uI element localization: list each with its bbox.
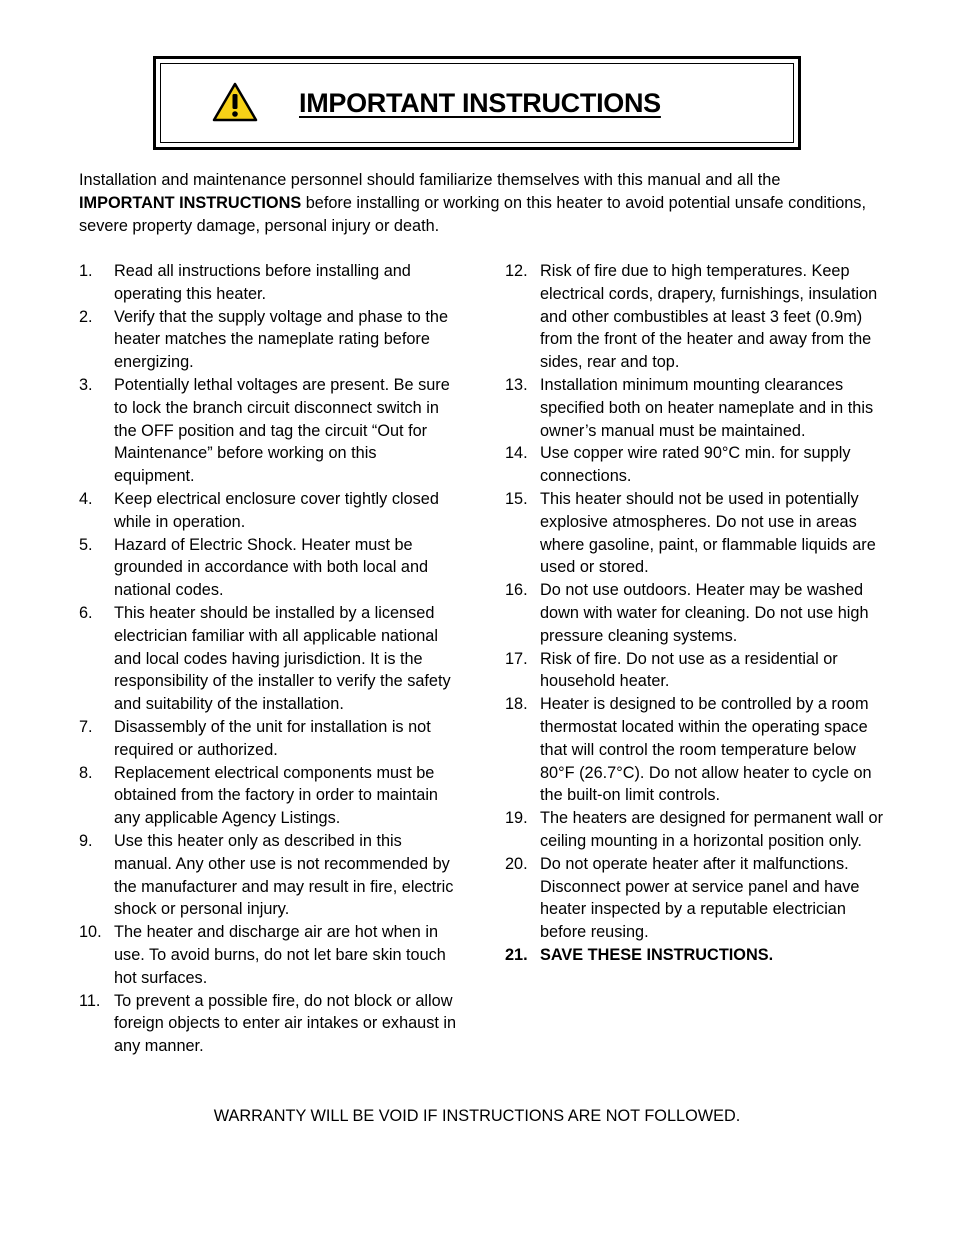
list-item	[505, 807, 885, 853]
warning-triangle-icon	[212, 82, 258, 122]
page-title: IMPORTANT INSTRUCTIONS	[299, 88, 661, 118]
item-text: Risk of fire. Do not use as a residential or household heater.	[540, 649, 838, 691]
intro-text-1: Installation and maintenance personnel should familiarize themselves with this manual and all the	[79, 171, 781, 189]
intro-paragraph	[79, 169, 879, 237]
item-text: This heater should be installed by a licensed electrician familiar with all applicable national and local codes having jurisdiction. It is the responsibility of the installer to verify the safety and suitability of the installation.	[114, 603, 451, 714]
instruction-list-left	[79, 260, 459, 1058]
list-item	[79, 374, 459, 488]
intro-text-2: before installing or working on this heater to avoid potential unsafe conditions, severe property damage, personal injury or death.	[79, 193, 866, 235]
item-text: This heater should not be used in potentially explosive atmospheres. Do not use in areas where gasoline, paint, or flammable liquids are used or stored.	[540, 489, 876, 577]
item-text: The heaters are designed for permanent wall or ceiling mounting in a horizontal position only.	[540, 809, 884, 850]
item-number: 6.	[79, 603, 93, 622]
item-number: 9.	[79, 831, 93, 850]
list-item	[505, 648, 885, 694]
item-text: Do not operate heater after it malfunctions. Disconnect power at service panel and have heater inspected by a reputable electrician before reusing.	[540, 854, 860, 942]
item-text: Use copper wire rated 90°C min. for supply connections.	[540, 444, 851, 486]
item-text: The heater and discharge air are hot when in use. To avoid burns, do not let bare skin touch hot surfaces.	[114, 923, 446, 987]
item-number: 18.	[505, 695, 528, 714]
item-text: Heater is designed to be controlled by a room thermostat located within the operating space that will control the room temperature below 80°F (26.7°C). Do not allow heater to cycle on the built-on limit controls.	[540, 695, 872, 805]
item-number: 4.	[79, 489, 93, 508]
list-item	[79, 716, 459, 762]
item-number: 1.	[79, 262, 93, 280]
item-number: 17.	[505, 649, 528, 668]
item-number: 21.	[505, 945, 528, 964]
item-number: 3.	[79, 375, 93, 394]
intro-bold-text: IMPORTANT INSTRUCTIONS	[79, 193, 302, 212]
header-inner-border	[160, 63, 794, 143]
item-number: 13.	[505, 375, 528, 394]
list-item	[79, 534, 459, 602]
item-number: 16.	[505, 581, 528, 600]
item-text: Read all instructions before installing and operating this heater.	[114, 262, 411, 303]
list-item	[79, 921, 459, 989]
item-number: 5.	[79, 535, 93, 554]
list-item	[505, 488, 885, 579]
header-box	[153, 56, 801, 150]
item-number: 15.	[505, 489, 528, 508]
item-text: Use this heater only as described in this manual. Any other use is not recommended by the manufacturer and may result in fire, electric shock or personal injury.	[114, 831, 454, 919]
list-item	[505, 442, 885, 488]
item-text: Disassembly of the unit for installation is not required or authorized.	[114, 717, 431, 759]
item-number: 20.	[505, 854, 528, 873]
left-column	[79, 260, 459, 1058]
list-item	[505, 693, 885, 807]
item-text: SAVE THESE INSTRUCTIONS.	[540, 945, 774, 964]
item-text: To prevent a possible fire, do not block or allow foreign objects to enter air intakes or exhaust in any manner.	[114, 991, 457, 1056]
list-item	[505, 944, 885, 967]
list-item	[79, 488, 459, 534]
list-item	[505, 579, 885, 647]
item-number: 10.	[79, 923, 102, 942]
right-column	[505, 260, 885, 967]
list-item	[505, 853, 885, 944]
item-text: Installation minimum mounting clearances specified both on heater nameplate and in this owner’s manual must be maintained.	[540, 375, 874, 440]
list-item	[79, 762, 459, 830]
list-item	[79, 602, 459, 716]
item-text: Verify that the supply voltage and phase to the heater matches the nameplate rating before energizing.	[114, 307, 448, 372]
list-item	[79, 830, 459, 921]
item-number: 19.	[505, 809, 528, 828]
instruction-list-right	[505, 260, 885, 967]
item-text: Potentially lethal voltages are present. Be sure to lock the branch circuit disconnect switch in the OFF position and tag the circuit “Out for Maintenance” before working on this equipment.	[114, 375, 450, 486]
list-item	[79, 306, 459, 374]
list-item	[505, 260, 885, 374]
list-item	[79, 990, 459, 1058]
item-number: 11.	[79, 991, 101, 1010]
item-text: Risk of fire due to high temperatures. Keep electrical cords, drapery, furnishings, insulation and other combustibles at least 3 feet (0.9m) from the front of the heater and away from the sides, rear and top.	[540, 262, 878, 372]
item-number: 7.	[79, 717, 93, 736]
item-text: Do not use outdoors. Heater may be washed down with water for cleaning. Do not use high pressure cleaning systems.	[540, 581, 869, 645]
list-item	[79, 260, 459, 306]
item-text: Hazard of Electric Shock. Heater must be grounded in accordance with both local and national codes.	[114, 535, 429, 600]
warranty-notice: WARRANTY WILL BE VOID IF INSTRUCTIONS ARE NOT FOLLOWED.	[213, 1107, 741, 1125]
item-number: 14.	[505, 444, 528, 463]
item-number: 8.	[79, 763, 93, 782]
item-number: 2.	[79, 307, 93, 326]
item-text: Keep electrical enclosure cover tightly closed while in operation.	[114, 489, 439, 531]
item-text: Replacement electrical components must be obtained from the factory in order to maintain any applicable Agency Listings.	[114, 763, 438, 828]
list-item	[505, 374, 885, 442]
item-number: 12.	[505, 262, 528, 280]
